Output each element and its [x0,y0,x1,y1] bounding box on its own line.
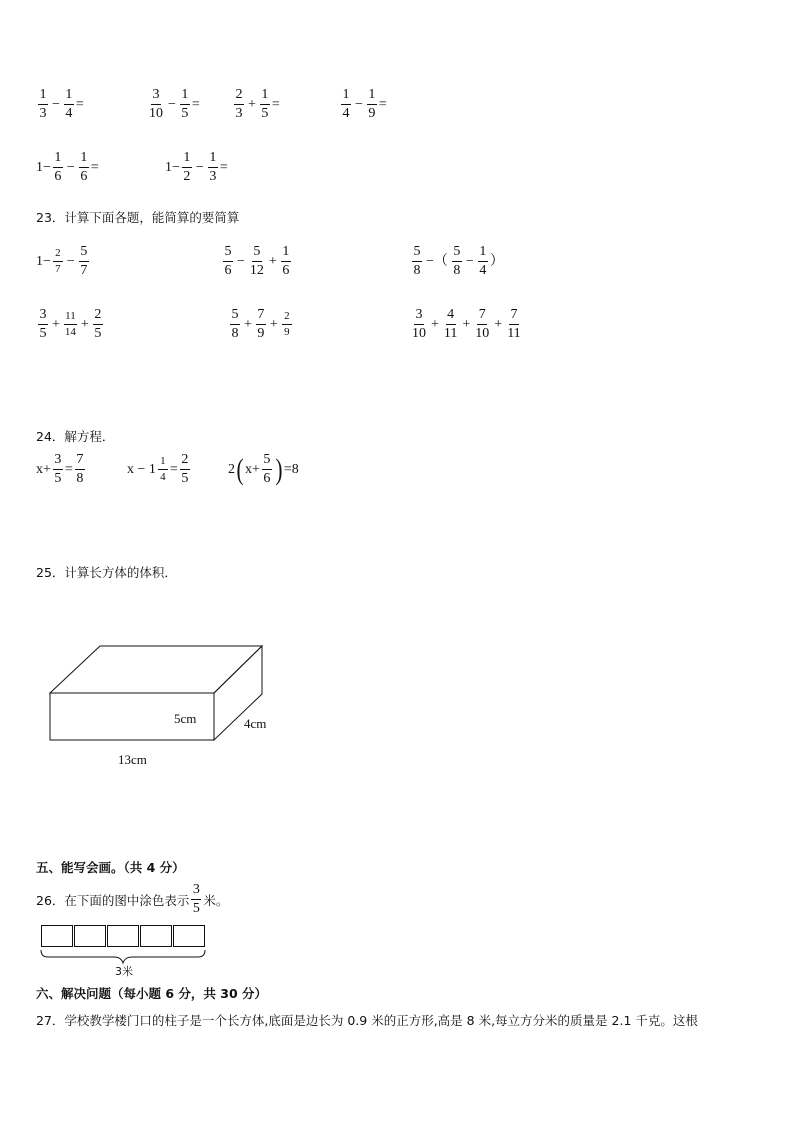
fraction: $\frac{1}{4}$ [65,87,73,121]
fraction: $\frac{1}{3}$ [209,150,217,184]
height-label: 5cm [174,711,197,726]
fraction: $\frac{1}{4}$ [479,244,487,278]
equation-1: x+ $\frac{3}{5}$ = $\frac{7}{8}$ [36,452,84,486]
expr-1-4-minus-1-9: $\frac{1}{4}$ − $\frac{1}{9}$ = [342,87,387,121]
fraction: $\frac{1}{5}$ [261,87,269,121]
bar-cell[interactable] [140,925,172,947]
fraction: $\frac{1}{5}$ [181,87,189,121]
fraction: $\frac{11}{14}$ [64,310,76,338]
bar-cell[interactable] [107,925,139,947]
fraction: $\frac{1}{2}$ [183,150,191,184]
fraction: $\frac{7}{9}$ [257,307,265,341]
question-27-text: 27．学校教学楼门口的柱子是一个长方体,底面是边长为 0.9 米的正方形,高是 8 米,每立方分米的质量是 2.1 千克。这根 [36,1013,698,1028]
fraction: $\frac{3}{10}$ [149,87,163,121]
fraction: $\frac{5}{6}$ [224,244,232,278]
q23-expr-6: $\frac{3}{10}$ + $\frac{4}{11}$ + $\frac{7}{10}$ + $\frac{7}{11}$ [412,307,521,341]
question-24-title: 24．解方程． [36,429,115,444]
fraction: $\frac{3}{5}$ [54,452,62,486]
fraction: $\frac{2}{3}$ [235,87,243,121]
q23-expr-1: 1− $\frac{2}{7}$ − $\frac{5}{7}$ [36,244,88,278]
fraction: $\frac{7}{10}$ [475,307,490,341]
fraction: $\frac{5}{12}$ [249,244,264,278]
bar-cell[interactable] [41,925,73,947]
question-26: 26．在下面的图中涂色表示 $\frac{3}{5}$ 米。 [36,882,229,916]
q23-expr-2: $\frac{5}{6}$ − $\frac{5}{12}$ + $\frac{1}{6}$ [224,244,290,278]
fraction: $\frac{1}{6}$ [282,244,290,278]
segment-bar [41,925,207,947]
q23-expr-5: $\frac{5}{8}$ + $\frac{7}{9}$ + $\frac{2}{9}$ [228,308,294,341]
fraction: $\frac{3}{5}$ [192,882,200,916]
fraction: $\frac{4}{11}$ [443,307,458,341]
equation-2: x − 1 $\frac{1}{4}$ = $\frac{2}{5}$ [127,452,189,486]
fraction: $\frac{1}{4}$ [342,87,350,121]
fraction: $\frac{5}{8}$ [413,244,421,278]
equation-3: 2 ( x+ $\frac{5}{6}$ ) =8 [228,452,299,486]
fraction: $\frac{2}{9}$ [282,311,292,338]
section-6-heading: 六、解决问题（每小题 6 分，共 30 分） [36,986,268,1001]
fraction: $\frac{1}{3}$ [39,87,47,121]
expr-1-minus-1-2-minus-1-3: 1− $\frac{1}{2}$ − $\frac{1}{3}$ = [165,150,228,184]
fraction: $\frac{1}{4}$ [158,456,168,483]
expr-2-3-plus-1-5: $\frac{2}{3}$ + $\frac{1}{5}$ = [235,87,280,121]
expr-1-3-minus-1-4: $\frac{1}{3}$ − $\frac{1}{4}$ = [39,87,84,121]
question-23-title: 23．计算下面各题，能简算的要简算 [36,210,240,225]
fraction: $\frac{1}{6}$ [80,150,88,184]
cuboid-top-face [50,646,262,693]
fraction: $\frac{3}{5}$ [39,307,47,341]
expr-1-minus-1-6-minus-1-6: 1− $\frac{1}{6}$ − $\frac{1}{6}$ = [36,150,99,184]
fraction: $\frac{2}{5}$ [94,307,102,341]
expr-3-10-minus-1-5: $\frac{3}{10}$ − $\frac{1}{5}$ = [149,87,200,121]
length-label: 13cm [118,752,147,767]
fraction: $\frac{2}{7}$ [53,248,63,275]
q23-expr-3: $\frac{5}{8}$ −（ $\frac{5}{8}$ − $\frac{1}{4}$ ） [413,244,504,278]
q23-expr-4: $\frac{3}{5}$ + $\frac{11}{14}$ + $\frac{2}{5}$ [39,307,102,341]
fraction: $\frac{1}{6}$ [54,150,62,184]
bar-cell[interactable] [173,925,205,947]
depth-label: 4cm [244,716,267,731]
fraction: $\frac{1}{9}$ [368,87,376,121]
fraction: $\frac{5}{6}$ [263,452,271,486]
fraction: $\frac{5}{8}$ [453,244,461,278]
fraction: $\frac{5}{7}$ [80,244,88,278]
bar-length-label: 3米 [115,965,133,978]
bar-cell[interactable] [74,925,106,947]
section-5-heading: 五、能写会画。（共 4 分） [36,860,185,875]
fraction: $\frac{7}{8}$ [76,452,84,486]
fraction: $\frac{5}{8}$ [231,307,239,341]
question-25-title: 25．计算长方体的体积． [36,565,177,580]
fraction: $\frac{7}{11}$ [507,307,521,341]
fraction: $\frac{2}{5}$ [181,452,189,486]
fraction: $\frac{3}{10}$ [412,307,426,341]
